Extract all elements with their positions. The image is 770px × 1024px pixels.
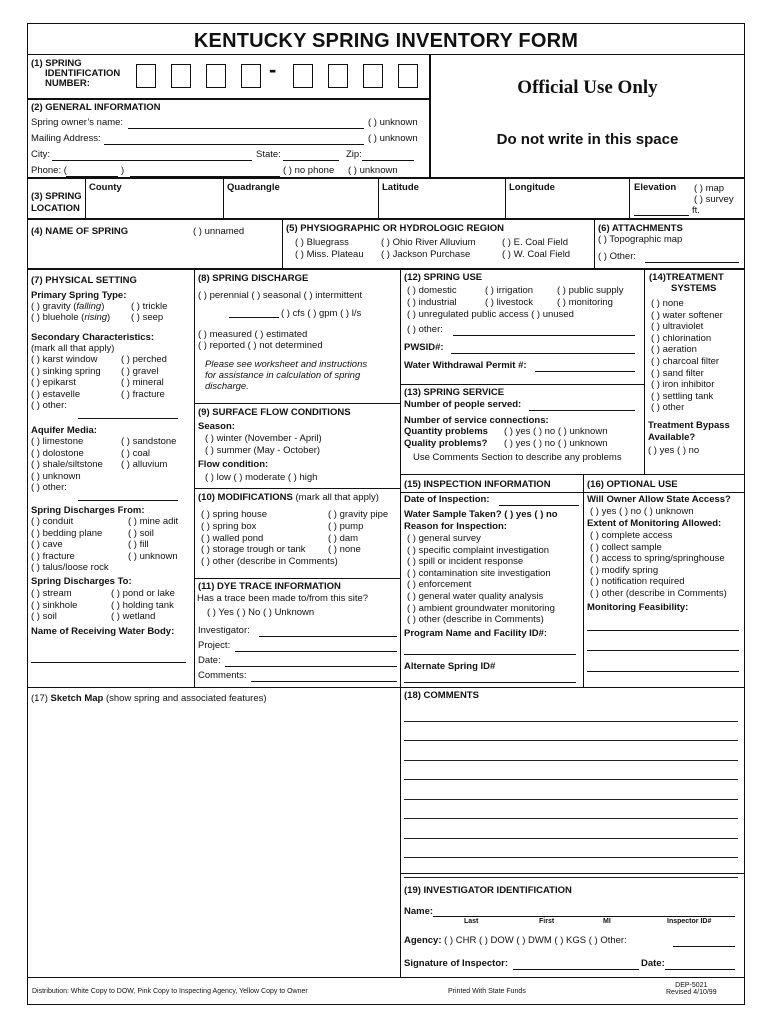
elevation-survey-option[interactable]: ( ) survey — [694, 194, 734, 205]
checkbox-option[interactable]: ( ) pump — [328, 520, 364, 532]
inspection-date-label: Date of Inspection: — [404, 494, 490, 505]
allow-access-options[interactable]: ( ) yes ( ) no ( ) unknown — [590, 506, 694, 517]
feasibility-line-2[interactable] — [587, 650, 739, 651]
aquifer-options — [31, 436, 191, 494]
winter-option[interactable]: ( ) winter (November - April) — [205, 433, 322, 444]
checkbox-option[interactable]: ( ) none — [651, 298, 684, 309]
city-field[interactable] — [52, 160, 252, 161]
checkbox-option[interactable]: ( ) water softener — [651, 309, 723, 321]
form-title: KENTUCKY SPRING INVENTORY FORM — [193, 30, 579, 52]
id-number-section — [28, 54, 430, 99]
region-bluegrass[interactable]: ( ) Bluegrass — [295, 237, 349, 248]
treatment-heading: (14)TREATMENT — [649, 272, 724, 283]
city-label: City: — [31, 149, 50, 160]
dye-date-field[interactable] — [225, 666, 397, 667]
optional-use-section — [583, 474, 744, 688]
phone-unknown-option[interactable]: ( ) unknown — [348, 165, 398, 176]
sketch-map-section[interactable] — [28, 687, 401, 978]
quantity-problems-options[interactable]: ( ) yes ( ) no ( ) unknown — [504, 426, 608, 437]
id-digit-box[interactable] — [293, 64, 313, 88]
zip-field[interactable] — [362, 160, 414, 161]
state-label: State: — [256, 149, 281, 160]
phone-field[interactable] — [130, 176, 280, 177]
checkbox-option[interactable]: ( ) livestock — [485, 296, 534, 308]
county-field[interactable] — [85, 178, 224, 219]
mailing-unknown-option[interactable]: ( ) unknown — [368, 133, 418, 144]
checkbox-option[interactable]: ( ) charcoal filter — [651, 355, 720, 367]
checkbox-option[interactable]: ( ) bedding plane — [31, 527, 103, 539]
bluehole-option[interactable]: ( ) bluehole (rising) — [31, 312, 111, 323]
checkbox-option[interactable]: ( ) other: — [31, 482, 67, 493]
checkbox-option[interactable]: ( ) settling tank — [651, 390, 714, 402]
pwsid-label: PWSID#: — [404, 342, 444, 353]
problems-note: Use Comments Section to describe any problems — [413, 452, 622, 463]
attachments-section — [594, 219, 744, 269]
checkbox-option[interactable]: ( ) contamination site investigation — [407, 567, 551, 579]
general-information-section — [28, 99, 430, 178]
program-label: Program Name and Facility ID#: — [404, 628, 548, 639]
checkbox-option[interactable]: ( ) storage trough or tank — [201, 544, 306, 556]
checkbox-option[interactable]: ( ) unknown — [128, 550, 178, 562]
region-w-coal[interactable]: ( ) W. Coal Field — [502, 249, 571, 260]
spring-location-section — [28, 178, 744, 219]
longitude-field[interactable] — [505, 178, 630, 219]
sketch-map-heading: (17) Sketch Map (show spring and associated features) — [31, 693, 267, 704]
dye-project-label: Project: — [198, 640, 231, 651]
dye-investigator-label: Investigator: — [198, 625, 250, 636]
checkbox-option[interactable]: ( ) other (describe in Comments) — [201, 556, 338, 568]
id-digit-box[interactable] — [398, 64, 418, 88]
id-digit-box[interactable] — [171, 64, 191, 88]
quantity-problems-label: Quantity problems — [404, 426, 488, 437]
unnamed-option[interactable]: ( ) unnamed — [193, 226, 245, 237]
signature-date-label: Date: — [641, 958, 665, 969]
region-section — [282, 219, 595, 269]
permit-field[interactable] — [535, 371, 635, 372]
mi-caption: MI — [603, 918, 611, 925]
investigator-heading: (19) INVESTIGATOR IDENTIFICATION — [404, 885, 572, 896]
dye-trace-question: Has a trace been made to/from this site? — [197, 593, 369, 604]
checkbox-option[interactable]: ( ) spill or incident response — [407, 556, 524, 568]
mailing-label: Mailing Address: — [31, 133, 101, 144]
surface-flow-heading: (9) SURFACE FLOW CONDITIONS — [198, 407, 351, 418]
checkbox-option[interactable]: ( ) walled pond — [201, 532, 264, 544]
comments-lines[interactable] — [404, 702, 738, 878]
checkbox-option[interactable]: ( ) coal — [121, 447, 151, 459]
checkbox-option[interactable]: ( ) public supply — [557, 285, 624, 296]
region-e-coal[interactable]: ( ) E. Coal Field — [502, 237, 568, 248]
checkbox-option[interactable]: ( ) other — [651, 402, 685, 414]
checkbox-option[interactable]: ( ) sinking spring — [31, 365, 101, 377]
discharge-note-3: discharge. — [205, 381, 249, 392]
id-digit-box[interactable] — [363, 64, 383, 88]
agency-row[interactable]: Agency: ( ) CHR ( ) DOW ( ) DWM ( ) KGS ( ) Other: — [404, 935, 627, 946]
modification-options — [201, 509, 399, 568]
spring-service-section — [400, 384, 645, 475]
checkbox-option[interactable]: ( ) dolostone — [31, 447, 84, 459]
allow-access-label: Will Owner Allow State Access? — [587, 494, 731, 505]
feasibility-line-3[interactable] — [587, 671, 739, 672]
checkbox-option[interactable]: ( ) wetland — [111, 611, 156, 622]
checkbox-option[interactable]: ( ) other (describe in Comments) — [590, 587, 727, 599]
owner-name-field[interactable] — [128, 128, 364, 129]
checkbox-option[interactable]: ( ) other (describe in Comments) — [407, 614, 544, 626]
checkbox-option[interactable]: ( ) talus/loose rock — [31, 562, 109, 573]
spring-use-section — [400, 269, 645, 385]
latitude-label: Latitude — [382, 182, 419, 193]
checkbox-option[interactable]: ( ) sandstone — [121, 436, 177, 447]
checkbox-option[interactable]: ( ) chlorination — [651, 332, 712, 344]
checkbox-option[interactable]: ( ) specific complaint investigation — [407, 544, 550, 556]
checkbox-option[interactable]: ( ) sand filter — [651, 367, 704, 379]
optional-heading-rule — [583, 492, 745, 493]
other-attachment-option[interactable]: ( ) Other: — [598, 251, 637, 262]
pwsid-field[interactable] — [451, 353, 635, 354]
modifications-heading-row — [198, 492, 379, 503]
sample-taken-label[interactable]: Water Sample Taken? ( ) yes ( ) no — [404, 509, 558, 520]
agency-other-field[interactable] — [673, 946, 735, 947]
other-use-field[interactable] — [453, 335, 635, 336]
inspector-id-caption: Inspector ID# — [667, 918, 712, 925]
id-label-1: (1) SPRING — [31, 58, 82, 69]
distribution-note: Distribution: White Copy to DOW, Pink Copy to Inspecting Agency, Yellow Copy to Owner — [32, 988, 308, 995]
checkbox-option[interactable]: ( ) perched — [121, 354, 167, 365]
spring-use-options — [407, 285, 643, 308]
name-field[interactable] — [433, 916, 735, 917]
season-label: Season: — [198, 421, 235, 432]
first-caption: First — [539, 918, 555, 925]
checkbox-option[interactable]: ( ) gravity pipe — [328, 509, 389, 520]
checkbox-option[interactable]: ( ) mineral — [121, 377, 164, 388]
phone-label: Phone: ( — [31, 165, 67, 176]
spring-discharge-heading: (8) SPRING DISCHARGE — [198, 273, 309, 284]
connections-label: Number of service connections: — [404, 415, 549, 426]
aquifer-other-field[interactable] — [78, 500, 178, 501]
dye-date-label: Date: — [198, 655, 221, 666]
trickle-option[interactable]: ( ) trickle — [131, 301, 168, 312]
checkbox-option[interactable]: ( ) ambient groundwater monitoring — [407, 602, 555, 614]
id-digit-box[interactable] — [136, 64, 156, 88]
checkbox-option[interactable]: ( ) spring house — [201, 509, 268, 520]
dye-trace-section — [194, 578, 401, 688]
alternate-id-field[interactable] — [404, 682, 576, 683]
feasibility-label: Monitoring Feasibility: — [587, 602, 689, 613]
quality-problems-options[interactable]: ( ) yes ( ) no ( ) unknown — [504, 438, 608, 449]
secondary-label: Secondary Characteristics: — [31, 332, 155, 343]
dye-comments-label: Comments: — [198, 670, 247, 681]
modifications-heading: (10) MODIFICATIONS — [198, 492, 293, 503]
mark-all-note: (mark all that apply) — [31, 343, 115, 354]
checkbox-option[interactable]: ( ) access to spring/springhouse — [590, 553, 725, 565]
state-field[interactable] — [283, 160, 339, 161]
dye-project-field[interactable] — [235, 651, 397, 652]
extent-label: Extent of Monitoring Allowed: — [587, 518, 722, 529]
signature-field[interactable] — [513, 969, 639, 970]
people-served-field[interactable] — [529, 410, 635, 411]
official-use-title: Official Use Only — [517, 77, 658, 98]
summer-option[interactable]: ( ) summer (May - October) — [205, 445, 321, 456]
checkbox-option[interactable]: ( ) conduit — [31, 516, 74, 527]
physical-setting-heading: (7) PHYSICAL SETTING — [31, 275, 137, 286]
signature-label: Signature of Inspector: — [404, 958, 508, 969]
quality-problems-label: Quality problems? — [404, 438, 488, 449]
bypass-available-label: Available? — [648, 432, 696, 443]
alternate-id-label: Alternate Spring ID# — [404, 661, 496, 672]
phone-paren: ) — [121, 165, 125, 176]
checkbox-option[interactable]: ( ) sinkhole — [31, 599, 78, 611]
seep-option[interactable]: ( ) seep — [131, 312, 164, 323]
mailing-address-field[interactable] — [104, 144, 364, 145]
checkbox-option[interactable]: ( ) notification required — [590, 576, 685, 588]
measured-estimated-options[interactable]: ( ) measured ( ) estimated — [198, 329, 308, 340]
location-label-1: (3) SPRING — [31, 191, 82, 202]
checkbox-option[interactable]: ( ) limestone — [31, 436, 84, 447]
id-digit-box[interactable] — [241, 64, 261, 88]
printed-note: Printed With State Funds — [448, 988, 526, 995]
checkbox-option[interactable]: ( ) gravel — [121, 365, 159, 377]
treatment-heading-2: SYSTEMS — [671, 283, 717, 294]
zip-label: Zip: — [346, 149, 362, 160]
checkbox-option[interactable]: ( ) fracture — [31, 550, 75, 562]
people-served-label: Number of people served: — [404, 399, 522, 410]
receiving-water-label: Name of Receiving Water Body: — [31, 626, 175, 637]
discharge-note-1: Please see worksheet and instructions — [205, 359, 368, 370]
secondary-options — [31, 354, 191, 412]
region-ohio-river[interactable]: ( ) Ohio River Alluvium — [381, 237, 476, 248]
checkbox-option[interactable]: ( ) monitoring — [557, 296, 613, 308]
inspection-heading-rule — [400, 492, 584, 493]
location-label-2: LOCATION — [31, 203, 80, 214]
id-label-2: IDENTIFICATION — [45, 68, 121, 79]
dye-trace-answers[interactable]: ( ) Yes ( ) No ( ) Unknown — [207, 607, 315, 618]
checkbox-option[interactable]: ( ) complete access — [590, 530, 673, 541]
owner-label: Spring owner’s name: — [31, 117, 124, 128]
name-label: Name: — [404, 906, 434, 917]
flow-options[interactable]: ( ) low ( ) moderate ( ) high — [205, 472, 318, 483]
other-attachment-field[interactable] — [645, 262, 739, 263]
unregulated-unused-options[interactable]: ( ) unregulated public access ( ) unused — [407, 309, 574, 320]
checkbox-option[interactable]: ( ) none — [328, 544, 361, 556]
spring-name-section — [28, 219, 283, 269]
spring-service-heading: (13) SPRING SERVICE — [404, 387, 505, 398]
program-field[interactable] — [404, 654, 576, 655]
optional-use-heading: (16) OPTIONAL USE — [587, 479, 678, 490]
region-jackson-purchase[interactable]: ( ) Jackson Purchase — [381, 249, 471, 260]
feasibility-line-1[interactable] — [587, 630, 739, 631]
checkbox-option[interactable]: ( ) enforcement — [407, 579, 472, 591]
longitude-label: Longitude — [509, 182, 555, 193]
primary-type-label: Primary Spring Type: — [31, 290, 127, 301]
checkbox-option[interactable]: ( ) ultraviolet — [651, 321, 704, 333]
id-digit-box[interactable] — [206, 64, 226, 88]
checkbox-option[interactable]: ( ) spring box — [201, 520, 257, 532]
spring-name-heading: (4) NAME OF SPRING — [31, 226, 129, 237]
region-heading: (5) PHYSIOGRAPHIC OR HYDROLOGIC REGION — [286, 223, 504, 234]
checkbox-option[interactable]: ( ) estavelle — [31, 388, 81, 400]
county-label: County — [89, 182, 122, 193]
comments-heading: (18) COMMENTS — [404, 690, 479, 701]
revision-date: Revised 4/10/99 — [666, 989, 717, 996]
checkbox-option[interactable]: ( ) irrigation — [485, 285, 534, 296]
discharge-value-field[interactable] — [229, 317, 279, 318]
checkbox-option[interactable]: ( ) aeration — [651, 344, 697, 356]
gravity-option[interactable]: ( ) gravity (falling) — [31, 301, 105, 312]
checkbox-option[interactable]: ( ) pond or lake — [111, 588, 175, 599]
treatment-systems-section — [644, 269, 744, 475]
dye-trace-heading: (11) DYE TRACE INFORMATION — [198, 581, 341, 592]
signature-date-field[interactable] — [665, 969, 735, 970]
modifications-section — [194, 488, 401, 579]
dye-comments-field[interactable] — [251, 681, 397, 682]
id-dash: - — [269, 57, 277, 82]
bypass-options[interactable]: ( ) yes ( ) no — [648, 445, 700, 456]
checkbox-option[interactable]: ( ) fracture — [121, 388, 165, 400]
checkbox-option[interactable]: ( ) stream — [31, 588, 72, 599]
checkbox-option[interactable]: ( ) general survey — [407, 533, 481, 544]
checkbox-option[interactable]: ( ) soil — [128, 527, 154, 539]
checkbox-option[interactable]: ( ) collect sample — [590, 541, 662, 553]
form-number: DEP-5021 — [675, 982, 708, 989]
spring-use-heading: (12) SPRING USE — [404, 272, 483, 283]
inspection-date-field[interactable] — [499, 505, 579, 506]
elevation-label: Elevation — [634, 182, 677, 193]
checkbox-option[interactable]: ( ) karst window — [31, 354, 98, 365]
feet-label: ft. — [692, 205, 700, 216]
no-phone-option[interactable]: ( ) no phone — [283, 165, 335, 176]
checkbox-option[interactable]: ( ) iron inhibitor — [651, 379, 715, 391]
checkbox-option[interactable]: ( ) other: — [31, 400, 67, 411]
inspection-heading: (15) INSPECTION INFORMATION — [404, 479, 551, 490]
checkbox-option[interactable]: ( ) holding tank — [111, 599, 174, 611]
investigator-section — [400, 873, 744, 978]
spring-inventory-form — [27, 23, 745, 1005]
official-use-note: Do not write in this space — [496, 131, 679, 148]
quadrangle-label: Quadrangle — [227, 182, 280, 193]
id-label-3: NUMBER: — [45, 78, 90, 89]
checkbox-option[interactable]: ( ) dam — [328, 532, 359, 544]
attachments-heading: (6) ATTACHMENTS — [598, 223, 683, 234]
general-info-heading: (2) GENERAL INFORMATION — [31, 102, 161, 113]
reported-not-determined-options[interactable]: ( ) reported ( ) not determined — [198, 340, 323, 351]
checkbox-option[interactable]: ( ) alluvium — [121, 459, 168, 470]
permit-label: Water Withdrawal Permit #: — [404, 360, 527, 371]
topographic-map-option[interactable]: ( ) Topographic map — [598, 234, 683, 245]
discharges-to-label: Spring Discharges To: — [31, 576, 132, 587]
owner-unknown-option[interactable]: ( ) unknown — [368, 117, 418, 128]
surface-flow-section — [194, 403, 401, 489]
bypass-label: Treatment Bypass — [648, 420, 730, 431]
spring-discharge-section — [194, 269, 401, 404]
region-miss-plateau[interactable]: ( ) Miss. Plateau — [295, 249, 364, 260]
discharges-from-options — [31, 516, 191, 574]
official-use-section — [430, 54, 744, 178]
units-options[interactable]: ( ) cfs ( ) gpm ( ) l/s — [281, 308, 362, 319]
receiving-water-field[interactable] — [31, 662, 186, 663]
checkbox-option[interactable]: ( ) fill — [128, 539, 149, 550]
physical-setting-section — [28, 269, 195, 688]
dye-investigator-field[interactable] — [259, 636, 397, 637]
discharges-from-label: Spring Discharges From: — [31, 505, 145, 516]
checkbox-option[interactable]: ( ) epikarst — [31, 377, 76, 388]
discharge-note-2: for assistance in calculation of spring — [205, 370, 361, 381]
checkbox-option[interactable]: ( ) general water quality analysis — [407, 590, 544, 602]
checkbox-option[interactable]: ( ) soil — [31, 611, 57, 622]
other-use-option[interactable]: ( ) other: — [407, 324, 443, 335]
elevation-map-option[interactable]: ( ) map — [694, 183, 725, 194]
id-digit-box[interactable] — [328, 64, 348, 88]
secondary-other-field[interactable] — [78, 418, 178, 419]
area-code-field[interactable] — [66, 176, 118, 177]
flow-condition-label: Flow condition: — [198, 459, 269, 470]
quadrangle-field[interactable] — [223, 178, 379, 219]
checkbox-option[interactable]: ( ) industrial — [407, 296, 457, 308]
latitude-field[interactable] — [378, 178, 506, 219]
reason-label: Reason for Inspection: — [404, 521, 507, 532]
perennial-seasonal-intermittent-options[interactable]: ( ) perennial ( ) seasonal ( ) intermittent — [198, 290, 363, 301]
checkbox-option[interactable]: ( ) cave — [31, 539, 63, 550]
inspection-section — [400, 474, 584, 688]
modifications-mark-note: (mark all that apply) — [295, 492, 379, 503]
last-caption: Last — [464, 918, 479, 925]
checkbox-option[interactable]: ( ) domestic — [407, 285, 457, 296]
aquifer-label: Aquifer Media: — [31, 425, 97, 436]
comments-section — [400, 687, 744, 874]
discharges-to-options — [31, 588, 191, 623]
checkbox-option[interactable]: ( ) shale/siltstone — [31, 459, 103, 470]
checkbox-option[interactable]: ( ) unknown — [31, 470, 81, 482]
checkbox-option[interactable]: ( ) modify spring — [590, 564, 659, 576]
checkbox-option[interactable]: ( ) mine adit — [128, 516, 179, 527]
elevation-field[interactable] — [634, 215, 689, 216]
